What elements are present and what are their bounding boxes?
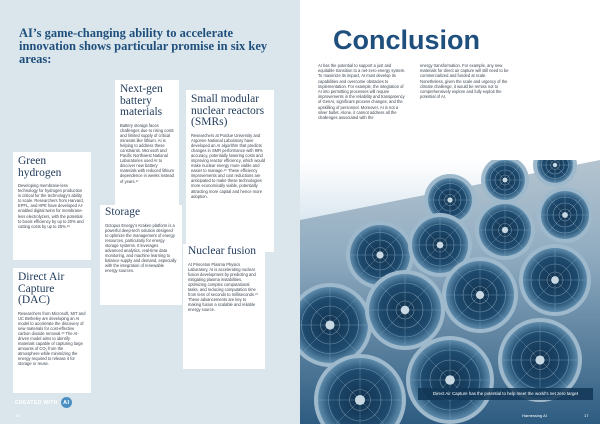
fan-hub xyxy=(503,178,508,183)
created-with-label: CREATED WITH xyxy=(15,399,58,406)
card-body: Researchers at Purdue University and Argonne National Laboratory have developed an AI algorithm that predicts changes in SMR performance with 99% accuracy, potentially lowering costs and improving reactor efficiency, which would make nuclear energy more viable and easier to manage.¹⁹ These efficiency improvements and cost reductions are anticipated to make these technologies more economically viable, potentially attracting more capital and hence more adoption. xyxy=(191,132,266,199)
card-title: Nuclear fusion xyxy=(188,245,257,257)
card-body: Developing membrane-less technology for hydrogen production is critical for the technology’s ability to scale. Researchers from Harvard, EPFL, and HPE have developed AI-enabled digital twins for membrane-less electrolyzers, with the potential to boost efficiency by up to 20% and cutting costs by up to 25%.¹⁸ xyxy=(18,183,84,229)
photo-caption: Direct Air Capture has the potential to help meet the world’s net zero target xyxy=(418,388,593,400)
card-body: Researchers from Microsoft, MIT and UC Berkeley are developing an AI model to accelerate the discovery of new materials for cost-effective carbon dioxide removal.²⁰ The AI-driven model aims to identify materials capable of capturing large amounts of CO₂ from the atmosphere while minimizing the energy required to release it for storage or reuse. xyxy=(18,310,86,367)
card-green-hydrogen xyxy=(13,152,91,260)
fan-hub xyxy=(562,212,568,218)
conclusion-title: Conclusion xyxy=(333,25,480,55)
conclusion-column-b: energy transformation. For example, any new materials for direct air capture will still need to be commercialized and funded at scale. Nonetheless, given the scale and urgency of the climate challenge, it would be remiss not to comprehensively explore and fully exploit the potential of AI. xyxy=(420,63,509,100)
fan-hub xyxy=(553,163,557,167)
fan-hub xyxy=(325,320,334,329)
fan-hub xyxy=(447,197,452,202)
card-storage xyxy=(100,205,182,305)
card-title: Green hydrogen xyxy=(18,155,62,179)
ai-badge-icon: AI xyxy=(61,397,72,408)
card-nuclear-fusion xyxy=(183,244,265,369)
conclusion-column-a: AI has the potential to support a just and equitable transition to a net-zero energy system. To maximize its impact, AI must develop its capabilities and overcome obstacles to implementation. For example, the integration of AI into permitting processes will require improvements in the reliability and transparency of GenAI, significant process changes, and the upskilling of personnel. Moreover, AI is not a silver bullet. Alone, it cannot address all the challenges associated with the xyxy=(318,63,406,121)
card-body: Battery storage faces challenges due to rising costs and limited supply of critical minerals like lithium. AI is helping to address these constraints. Microsoft and Pacific Northwest National Laboratories used AI to discover new battery materials with reduced lithium dependence in weeks instead of years.¹⁷ xyxy=(120,122,174,184)
headline: AI’s game-changing ability to accelerate innovation shows particular promise in six key areas: xyxy=(19,26,268,66)
created-with-ai xyxy=(15,397,72,408)
page-number-right: 17 xyxy=(584,413,589,418)
fan-hub xyxy=(445,375,455,385)
fan-hub xyxy=(535,355,544,364)
fan-hub xyxy=(502,227,508,233)
card-body: At Princeton Plasma Physics Laboratory, AI is accelerating nuclear fusion development by predicting and mitigating plasma instabilities, optimizing complex computational tasks, and reducing computation time from tens of seconds to milliseconds.²¹ These advancements are key to making fusion a scalable and reliable energy source. xyxy=(188,261,258,313)
card-title: Small modular nuclear reactors (SMRs) xyxy=(191,93,265,128)
page-number-left: 16 xyxy=(15,413,20,418)
card-body: Octopus Energy’s Kraken platform is a powerful deep-tech solution designed to optimize the management of energy resources, particularly for energy storage systems. It leverages advanced analytics, real-time data monitoring, and machine learning to balance supply and demand, especially with the integration of renewable energy sources. xyxy=(105,222,177,274)
fan-hub xyxy=(376,251,383,258)
direct-air-capture-fans-photo xyxy=(300,160,600,424)
card-title: Direct Air Capture (DAC) xyxy=(18,271,65,306)
card-title: Storage xyxy=(105,206,141,218)
fan-hub xyxy=(355,395,365,405)
footer-publication-name: Harnessing AI xyxy=(522,413,547,418)
fan-hub xyxy=(476,291,484,299)
right-page xyxy=(300,0,600,424)
fans-illustration xyxy=(300,160,600,424)
fan-hub xyxy=(551,276,559,284)
card-title: Next-gen battery materials xyxy=(120,83,163,118)
fan-hub xyxy=(401,306,410,315)
card-small-modular-reactors xyxy=(186,90,274,252)
card-direct-air-capture xyxy=(13,268,91,393)
fan-hub xyxy=(437,242,444,249)
